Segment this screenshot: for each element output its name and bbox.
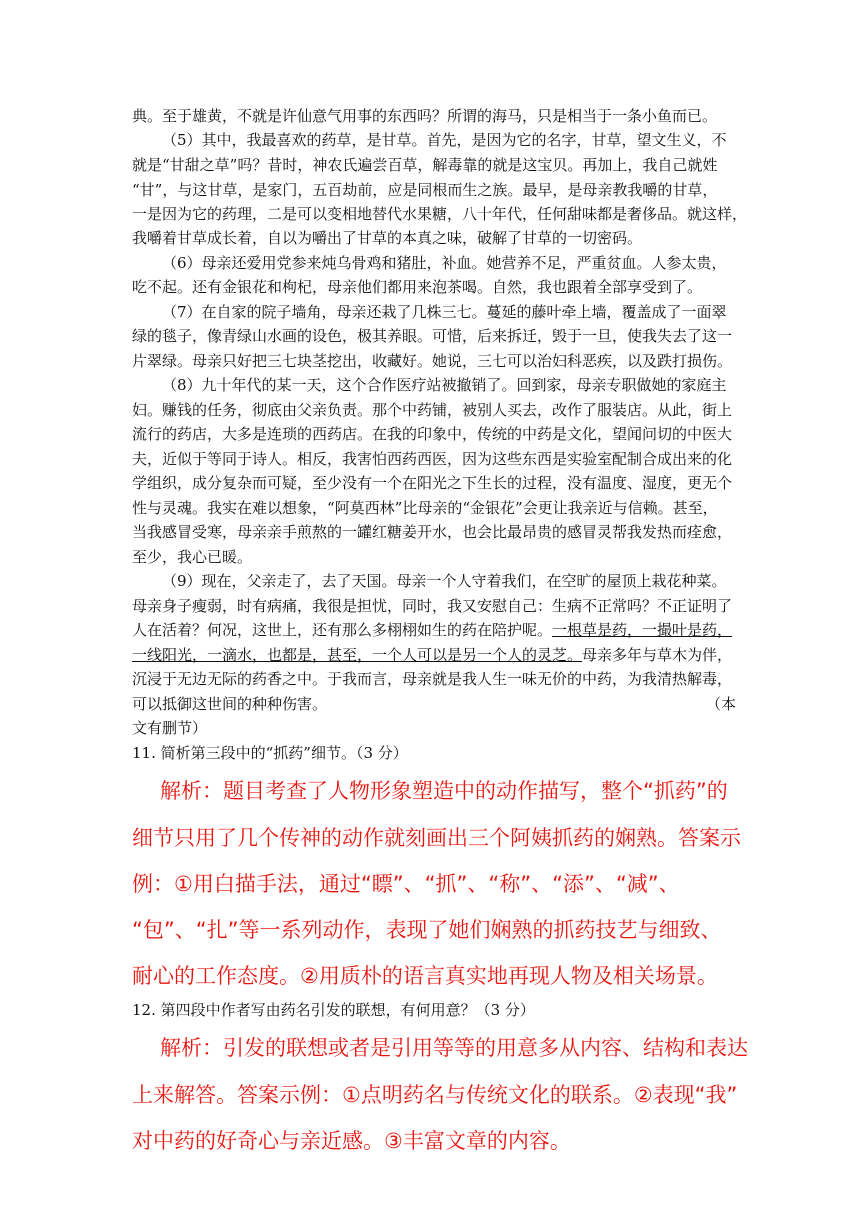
paragraph-8-line: 性与灵魂。我实在难以想象，“阿莫西林”比母亲的“金银花”会更让我亲近与信赖。甚至，: [132, 499, 718, 517]
paragraph-7-line: （7）在自家的院子墙角，母亲还栽了几株三七。蔓延的藤叶牵上墙，覆盖成了一面翠: [162, 303, 727, 321]
answer-11-line: 例：①用白描手法，通过“瞟”、“抓”、“称”、“添”、“减”、: [132, 872, 680, 896]
answer-12-line: 对中药的好奇心与亲近感。③丰富文章的内容。: [132, 1129, 571, 1153]
underlined-sentence: 一根草是药，一撮叶是药，: [552, 621, 733, 639]
paragraph-9-line: [132, 620, 860, 640]
paragraph-6-line: （6）母亲还爱用党参来炖乌骨鸡和猪肚，补血。她营养不足，严重贫血。人参太贵，: [162, 254, 727, 272]
paragraph-9-line: [132, 645, 860, 665]
answer-11-line: 细节只用了几个传神的动作就刻画出三个阿姨抓药的娴熟。答案示: [132, 826, 741, 850]
plain-text: 人在活着？何况，这世上，还有那么多栩栩如生的药在陪护呢。: [132, 621, 553, 639]
paragraph-8-line: 妇。赚钱的任务，彻底由父亲负责。那个中药铺，被别人买去，改作了服装店。从此，街上: [132, 401, 733, 419]
paragraph-7-line: 绿的毯子，像青绿山水画的设色，极其养眼。可惜，后来拆迁，毁于一旦，使我失去了这一: [132, 327, 733, 345]
paragraph-9-line: 沉浸于无边无际的药香之中。于我而言，母亲就是我人生一味无价的中药，为我清热解毒，: [132, 670, 733, 688]
question-11: 11. 简析第三段中的“抓药”细节。（3 分）: [132, 744, 408, 762]
passage-line: 典。至于雄黄，不就是许仙意气用事的东西吗？所谓的海马，只是相当于一条小鱼而已。: [132, 107, 718, 125]
answer-11-line: 耐心的工作态度。②用质朴的语言真实地再现人物及相关场景。: [132, 964, 718, 988]
paragraph-9-line: 可以抵御这世间的种种伤害。: [132, 695, 328, 713]
deletion-note: 文有删节）: [132, 719, 208, 737]
question-12: 12. 第四段中作者写由药名引发的联想，有何用意？（3 分）: [132, 1001, 535, 1019]
paragraph-8-line: 学组织，成分复杂而可疑，至少没有一个在阳光之下生长的过程，没有温度、湿度，更无个: [132, 474, 733, 492]
answer-12-line: 解析：引发的联想或者是引用等等的用意多从内容、结构和表达: [160, 1036, 748, 1060]
paragraph-9-line: 母亲身子瘦弱，时有病痛，我很是担忧，同时，我又安慰自己：生病不正常吗？不正证明了: [132, 597, 733, 615]
paragraph-8-line: 当我感冒受寒，母亲亲手煎熬的一罐红糖姜开水，也会比最昂贵的感冒灵帮我发热而痊愈，: [132, 523, 733, 541]
paragraph-8-line: 至少，我心已暖。: [132, 548, 253, 566]
paragraph-5-line: “甘”，与这甘草，是家门，五百劫前，应是同根而生之族。最早，是母亲教我嚼的甘草，: [132, 181, 718, 199]
underlined-sentence: 一线阳光，一滴水，也都是，甚至，一个人可以是另一个人的灵芝。: [132, 646, 583, 664]
answer-12-line: 上来解答。答案示例：①点明药名与传统文化的联系。②表现“我”: [132, 1083, 738, 1107]
paragraph-6-line: 吃不起。还有金银花和枸杞，母亲他们都用来泡茶喝。自然，我也跟着全部享受到了。: [132, 278, 703, 296]
paragraph-5-line: 一是因为它的药理，二是可以变相地替代水果糖，八十年代，任何甜味都是奢侈品。就这样，: [132, 205, 748, 223]
paragraph-5-line: 就是“甘甜之草”吗？昔时，神农氏遍尝百草，解毒靠的就是这宝贝。再加上，我自己就姓: [132, 156, 718, 174]
paragraph-8-line: （8）九十年代的某一天，这个合作医疗站被撤销了。回到家，母亲专职做她的家庭主: [162, 376, 727, 394]
paragraph-8-line: 夫，近似于等同于诗人。相反，我害怕西药西医，因为这些东西是实验室配制合成出来的化: [132, 450, 733, 468]
paragraph-5-line: 我嚼着甘草成长着，自以为嚼出了甘草的本真之味，破解了甘草的一切密码。: [132, 229, 643, 247]
paragraph-8-line: 流行的药店，大多是连琐的西药店。在我的印象中，传统的中药是文化，望闻问切的中医大: [132, 425, 733, 443]
answer-11-line: 解析：题目考查了人物形象塑造中的动作描写，整个“抓药”的: [160, 779, 728, 803]
deletion-note: （本: [706, 695, 737, 713]
paragraph-9-line: （9）现在，父亲走了，去了天国。母亲一个人守着我们，在空旷的屋顶上栽花种菜。: [162, 572, 727, 590]
paragraph-5-line: （5）其中，我最喜欢的药草，是甘草。首先，是因为它的名字，甘草，望文生义，不: [162, 131, 727, 149]
paragraph-7-line: 片翠绿。母亲只好把三七块茎挖出，收藏好。她说，三七可以治妇科恶疾，以及跌打损伤。: [132, 352, 733, 370]
plain-text: 母亲多年与草木为伴，: [582, 646, 733, 664]
answer-11-line: “包”、“扎”等一系列动作，表现了她们娴熟的抓药技艺与细致、: [132, 918, 722, 942]
